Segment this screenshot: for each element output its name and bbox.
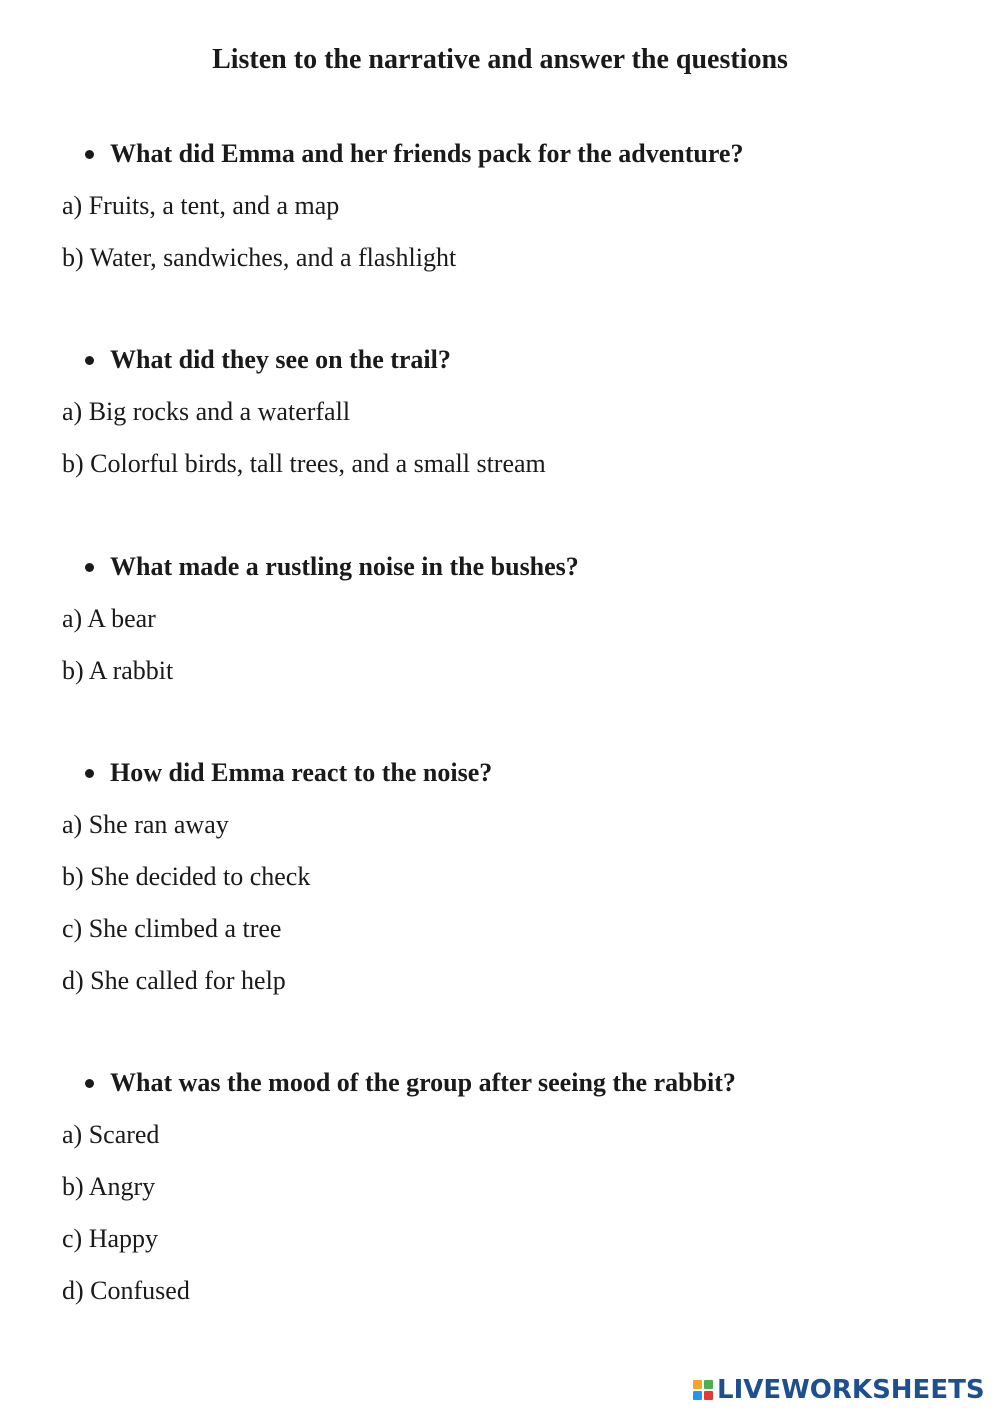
answer-option[interactable]: a) A bear: [62, 604, 156, 633]
bullet-icon: [85, 1079, 94, 1088]
question-text: What did they see on the trail?: [110, 345, 451, 374]
answer-option[interactable]: d) Confused: [62, 1276, 190, 1305]
answer-option[interactable]: b) A rabbit: [62, 656, 174, 685]
question-block-4: [60, 755, 960, 999]
question-block-2: [60, 342, 960, 482]
answer-option[interactable]: b) She decided to check: [62, 862, 311, 891]
answer-option[interactable]: c) She climbed a tree: [62, 914, 282, 943]
question-text: What was the mood of the group after seeing the rabbit?: [110, 1068, 736, 1097]
bullet-icon: [85, 356, 94, 365]
answer-option[interactable]: b) Colorful birds, tall trees, and a small stream: [62, 449, 546, 478]
answer-option[interactable]: b) Angry: [62, 1172, 156, 1201]
answer-option[interactable]: d) She called for help: [62, 966, 286, 995]
answer-option[interactable]: a) Fruits, a tent, and a map: [62, 191, 340, 220]
answer-option[interactable]: a) Scared: [62, 1120, 160, 1149]
answer-option[interactable]: b) Water, sandwiches, and a flashlight: [62, 243, 457, 272]
question-text: What did Emma and her friends pack for the adventure?: [110, 139, 744, 168]
liveworksheets-logo: [693, 1372, 985, 1408]
question-text: How did Emma react to the noise?: [110, 758, 493, 787]
question-block-1: [60, 136, 960, 276]
question-block-3: [60, 549, 960, 689]
answer-option[interactable]: c) Happy: [62, 1224, 159, 1253]
page-title: Listen to the narrative and answer the questions: [212, 44, 788, 75]
answer-option[interactable]: a) She ran away: [62, 810, 229, 839]
question-text: What made a rustling noise in the bushes?: [110, 552, 579, 581]
bullet-icon: [85, 769, 94, 778]
bullet-icon: [85, 150, 94, 159]
question-block-5: [60, 1065, 960, 1309]
answer-option[interactable]: a) Big rocks and a waterfall: [62, 397, 351, 426]
bullet-icon: [85, 563, 94, 572]
logo-text: LIVEWORKSHEETS: [717, 1375, 985, 1405]
logo-mark-icon: [693, 1380, 713, 1400]
